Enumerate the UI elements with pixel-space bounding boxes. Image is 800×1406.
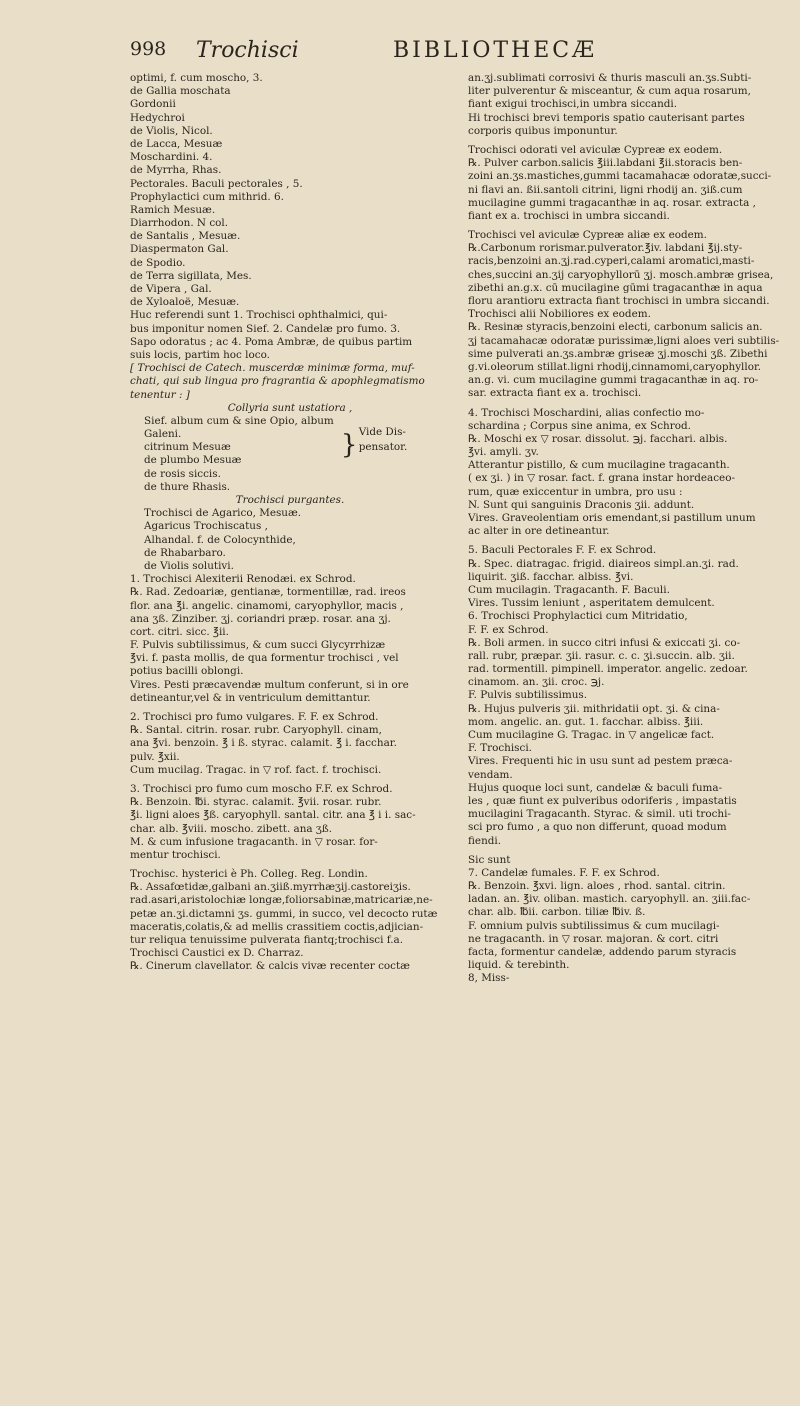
text-line: Gordonii [130,98,176,111]
text-line: Trochisci Caustici ex D. Charraz. [130,947,304,960]
text-line: liter pulverentur & misceantur, & cum aqua rosarum, [468,85,751,98]
text-line: ℞. Pulver carbon.salicis ℥iii.labdani ℥ii.storacis ben- [468,157,743,170]
text-line: de Terra sigillata, Mes. [130,269,252,282]
text-line: mom. angelic. an. gut. 1. facchar. albiss. ℥iii. [468,715,704,728]
text-line: facta, formentur candelæ, addendo parum styracis [468,946,737,958]
text-line: Trochisci de Agarico, Mesuæ. [144,507,302,520]
text-line: 4. Trochisci Moschardini, alias confectio mo- [468,406,705,419]
text-line: de Lacca, Mesuæ [130,137,223,150]
text-line: Vires. Tussim leniunt , asperitatem demulcent. [468,597,715,610]
running-word: Trochisci [196,38,299,63]
right-lines [468,72,786,986]
text-line: g.vi.oleorum stillat.ligni rhodij,cinnamomi,caryophyllor. [468,360,762,373]
text-line: schardina ; Corpus sine anima, ex Schrod. [468,419,691,432]
text-line: de Gallia moschata [130,85,231,98]
text-line: ana ʒß. Zinziber. ʒj. coriandri præp. rosar. ana ʒj. [130,612,391,625]
collyria-reference: Vide Dis-pensator. [358,425,408,453]
text-line: ℞.Carbonum rorismar.pulverator.℥iv. labdani ℥ij.sty- [468,242,743,255]
text-line: Cum mucilagin. Tragacanth. F. Baculi. [468,583,670,596]
text-line: Sic sunt [468,853,511,866]
text-line: mucilagine gummi tragacanthæ in aq. rosar. extracta , [468,196,756,209]
purgantes-heading: Trochisci purgantes. [235,494,345,506]
text-line: citrinum Mesuæ [144,441,231,454]
text-line: [ Trochisci de Catech. muscerdæ minimæ forma, muf- [130,362,415,375]
text-line: F. F. ex Schrod. [468,623,549,636]
text-line: rum, quæ exiccentur in umbra, pro usu : [468,485,683,498]
left-part2 [130,573,450,973]
text-line: de rosis siccis. [144,467,221,480]
text-line: 8, Miss- [468,972,510,985]
catechu-note [130,362,450,402]
text-line: char. alb. ℔ii. carbon. tiliæ ℔iv. ß. [468,906,646,919]
text-line: ℞. Benzoin. ℔i. styrac. calamit. ℥vii. rosar. rubr. [130,796,382,809]
text-line: Trochisci alii Nobiliores ex eodem. [468,308,651,321]
left-column [130,72,450,974]
text-line: floru arantioru extracta fiant trochisci in umbra siccandi. [468,295,770,307]
text-line: de Violis, Nicol. [130,124,213,137]
text-line: zoini an.ʒs.mastiches,gummi tacamahacæ odoratæ,succi- [468,170,772,183]
text-line: Vires. Graveolentiam oris emendant,si pastillum unum [468,512,756,524]
text-line: rall. rubr, præpar. ʒii. rasur. c. c. ʒi.succin. alb. ʒii. [468,649,735,662]
collyria-items [130,415,340,494]
text-line: Moschardini. 4. [130,151,213,164]
text-line: fiant ex a. trochisci in umbra siccandi. [468,209,670,222]
text-line: mucilagini Tragacanth. Styrac. & simil. uti trochi- [468,808,731,821]
text-line: Agaricus Trochiscatus , [144,520,268,533]
text-line: de Myrrha, Rhas. [130,164,222,177]
text-line: ne tragacanth. in ▽ rosar. majoran. & cort. citri [468,932,719,945]
text-line: sime pulverati an.ʒs.ambræ griseæ ʒj.moschi ʒß. Zibethi [468,347,768,360]
text-line: F. omnium pulvis subtilissimus & cum mucilagi- [468,919,720,932]
right-column [468,72,786,986]
text-line: Sief. album cum & sine Opio, album [144,414,334,427]
text-line: 7. Candelæ fumales. F. F. ex Schrod. [468,866,660,879]
text-line: 2. Trochisci pro fumo vulgares. F. F. ex Schrod. [130,711,379,723]
text-line: optimi, f. cum moscho, 3. [130,72,263,84]
text-line: Pectorales. Baculi pectorales , 5. [130,177,303,190]
text-line: rad. tormentill. pimpinell. imperator. angelic. zedoar. [468,663,748,676]
text-line: Vires. Pesti præcavendæ multum conferunt, si in ore [130,678,409,691]
text-line: ʒj tacamahacæ odoratæ purissimæ,ligni aloes veri subtilis- [468,334,780,347]
text-line: Hujus quoque loci sunt, candelæ & baculi fuma- [468,781,723,794]
text-line: Hi trochisci brevi temporis spatio cauterisant partes [468,111,745,124]
text-line: ℞. Cinerum clavellator. & calcis vivæ recenter coctæ [130,960,410,973]
text-line: ℥vi. f. pasta mollis, de qua formentur trochisci , vel [130,652,399,665]
text-line: ana ℥vi. benzoin. ℥ i ß. styrac. calamit. ℥ i. facchar. [130,737,397,750]
text-line: de thure Rhasis. [144,480,231,493]
text-line: mentur trochisci. [130,848,221,861]
text-line: cinamom. an. ʒii. croc. ℈j. [468,676,605,689]
text-line: ℞. Boli armen. in succo citri infusi & exiccati ʒi. co- [468,636,741,649]
text-line: Vires. Frequenti hic in usu sunt ad pestem præca- [468,755,733,768]
text-line: ℞. Assafœtidæ,galbani an.ʒiiß.myrrhæʒij.castoreiʒis. [130,881,411,894]
text-line: Atterantur pistillo, & cum mucilagine tragacanth. [468,459,730,472]
text-line: Diarrhodon. N col. [130,217,229,230]
text-line: ( ex ʒi. ) in ▽ rosar. fact. f. grana instar hordeaceo- [468,472,735,485]
text-line: bus imponitur nomen Sief. 2. Candelæ pro fumo. 3. [130,322,401,335]
text-line: flor. ana ℥i. angelic. cinamomi, caryophyllor, macis , [130,599,404,612]
text-line: ℥vi. amyli. ʒv. [468,446,539,459]
text-line: de Vipera , Gal. [130,283,212,295]
text-line: tur reliqua tenuissime pulverata fiantq;trochisci f.a. [130,934,404,946]
text-line: de Xyloaloë, Mesuæ. [130,296,240,309]
text-line: 1. Trochisci Alexiterii Renodæi. ex Schrod. [130,573,356,586]
collyria-heading: Collyria sunt ustatiora , [227,401,353,414]
text-line: vendam. [468,768,513,781]
text-line: ℥i. ligni aloes ℥ß. caryophyll. santal. citr. ana ℥ i i. sac- [130,809,416,822]
text-line: F. Pulvis subtilissimus, & cum succi Glycyrrhizæ [130,639,386,652]
text-line: ac alter in ore detineantur. [468,525,610,538]
text-line: 6. Trochisci Prophylactici cum Mitridatio, [468,610,688,623]
text-line: tenentur : ] [130,388,190,401]
text-line: 5. Baculi Pectorales F. F. ex Schrod. [468,544,657,557]
text-line: ℞. Hujus pulveris ʒii. mithridatii opt. ʒi. & cina- [468,702,720,715]
text-line: Sapo odoratus ; ac 4. Poma Ambræ, de quibus partim [130,335,413,348]
collyria-list [130,415,450,494]
text-line: char. alb. ℥viii. moscho. zibett. ana ʒß. [130,822,333,835]
text-line: N. Sunt qui sanguinis Draconis ʒii. addunt. [468,498,695,511]
text-line: Cum mucilag. Tragac. in ▽ rof. fact. f. trochisci. [130,763,382,776]
text-line: de plumbo Mesuæ [144,454,242,467]
running-header [130,38,780,68]
text-line: ℞. Spec. diatragac. frigid. diaireos simpl.an.ʒi. rad. [468,557,739,570]
text-line: liquirit. ʒiß. facchar. albiss. ℥vi. [468,570,634,583]
text-line: zibethi an.g.x. cū mucilagine gūmi tragacanthæ in aqua [468,281,763,294]
text-line: ℞. Benzoin. ℥xvi. lign. aloes , rhod. santal. citrin. [468,880,726,893]
text-line: de Rhabarbaro. [144,546,226,559]
left-part1 [130,72,450,362]
text-line: ches,succini an.ʒij caryophyllorū ʒj. mosch.ambræ grisea, [468,268,774,281]
text-line: Diaspermaton Gal. [130,243,229,256]
text-line: sar. extracta fiant ex a. trochisci. [468,387,642,400]
text-line: M. & cum infusione tragacanth. in ▽ rosar. for- [130,835,378,848]
text-line: de Violis solutivi. [144,559,234,572]
text-line: chati, qui sub lingua pro fragrantia & apophlegmatismo [130,375,425,388]
text-line: Trochisci vel aviculæ Cypreæ aliæ ex eodem. [468,229,707,242]
text-line: corporis quibus imponuntur. [468,124,618,137]
text-line: ni flavi an. ßii.santoli citrini, ligni rhodij an. ʒiß.cum [468,183,743,196]
text-line: cort. citri. sicc. ℥ii. [130,625,229,638]
text-line: maceratis,colatis,& ad mellis crassitiem coctis,adjician- [130,920,424,933]
text-line: ℞. Resinæ styracis,benzoini electi, carbonum salicis an. [468,321,763,334]
text-line: fiendi. [468,834,502,847]
text-line: Alhandal. f. de Colocynthide, [144,533,296,546]
text-line: ℞. Rad. Zedoariæ, gentianæ, tormentillæ, rad. ireos [130,586,406,599]
text-line: rad.asari,aristolochiæ longæ,foliorsabinæ,matricariæ,ne- [130,894,433,907]
collyria-brace: } [340,429,358,460]
text-line: Trochisci odorati vel aviculæ Cypreæ ex eodem. [468,143,723,156]
text-line: ℞. Moschi ex ▽ rosar. dissolut. ℈j. facchari. albis. [468,432,728,445]
text-line: petæ an.ʒi.dictamni ʒs. gummi, in succo, vel decocto rutæ [130,907,438,920]
text-line: ℞. Santal. citrin. rosar. rubr. Caryophyll. cinam, [130,724,382,737]
text-line: les , quæ fiunt ex pulveribus odoriferis , impastatis [468,794,737,807]
text-line: Hedychroi [130,111,185,124]
text-line: racis,benzoini an.ʒj.rad.cyperi,calami aromatici,masti- [468,255,755,268]
text-line: detineantur,vel & in ventriculum demittantur. [130,691,371,704]
page-number: 998 [130,38,167,60]
running-title: BIBLIOTHECÆ [393,38,598,63]
text-line: sci pro fumo , a quo non differunt, quoad modum [468,821,727,834]
text-line: F. Trochisci. [468,742,532,755]
text-line: Cum mucilagine G. Tragac. in ▽ angelicæ fact. [468,729,715,741]
text-line: Galeni. [144,428,182,441]
text-line: Trochisc. hysterici è Ph. Colleg. Reg. Londin. [130,868,368,881]
text-line: de Spodio. [130,256,186,269]
text-line: 3. Trochisci pro fumo cum moscho F.F. ex Schrod. [130,782,393,795]
text-line: pulv. ℥xii. [130,750,180,763]
text-line: ladan. an. ℥iv. oliban. mastich. caryophyll. an. ʒiii.fac- [468,893,751,906]
text-line: Prophylactici cum mithrid. 6. [130,190,284,203]
text-line: Ramich Mesuæ. [130,203,216,216]
purgantes-items [130,507,450,573]
text-line: an.ʒj.sublimati corrosivi & thuris masculi an.ʒs.Subti- [468,72,752,84]
text-line: liquid. & terebinth. [468,959,570,972]
text-line: fiant exigui trochisci,in umbra siccandi. [468,98,678,111]
text-line: F. Pulvis subtilissimus. [468,689,588,702]
text-line: potius bacilli oblongi. [130,665,244,678]
text-line: Huc referendi sunt 1. Trochisci ophthalmici, qui- [130,309,388,322]
text-line: suis locis, partim hoc loco. [130,348,270,361]
text-line: an.g. vi. cum mucilagine gummi tragacanthæ in aq. ro- [468,374,759,387]
text-line: de Santalis , Mesuæ. [130,230,241,243]
